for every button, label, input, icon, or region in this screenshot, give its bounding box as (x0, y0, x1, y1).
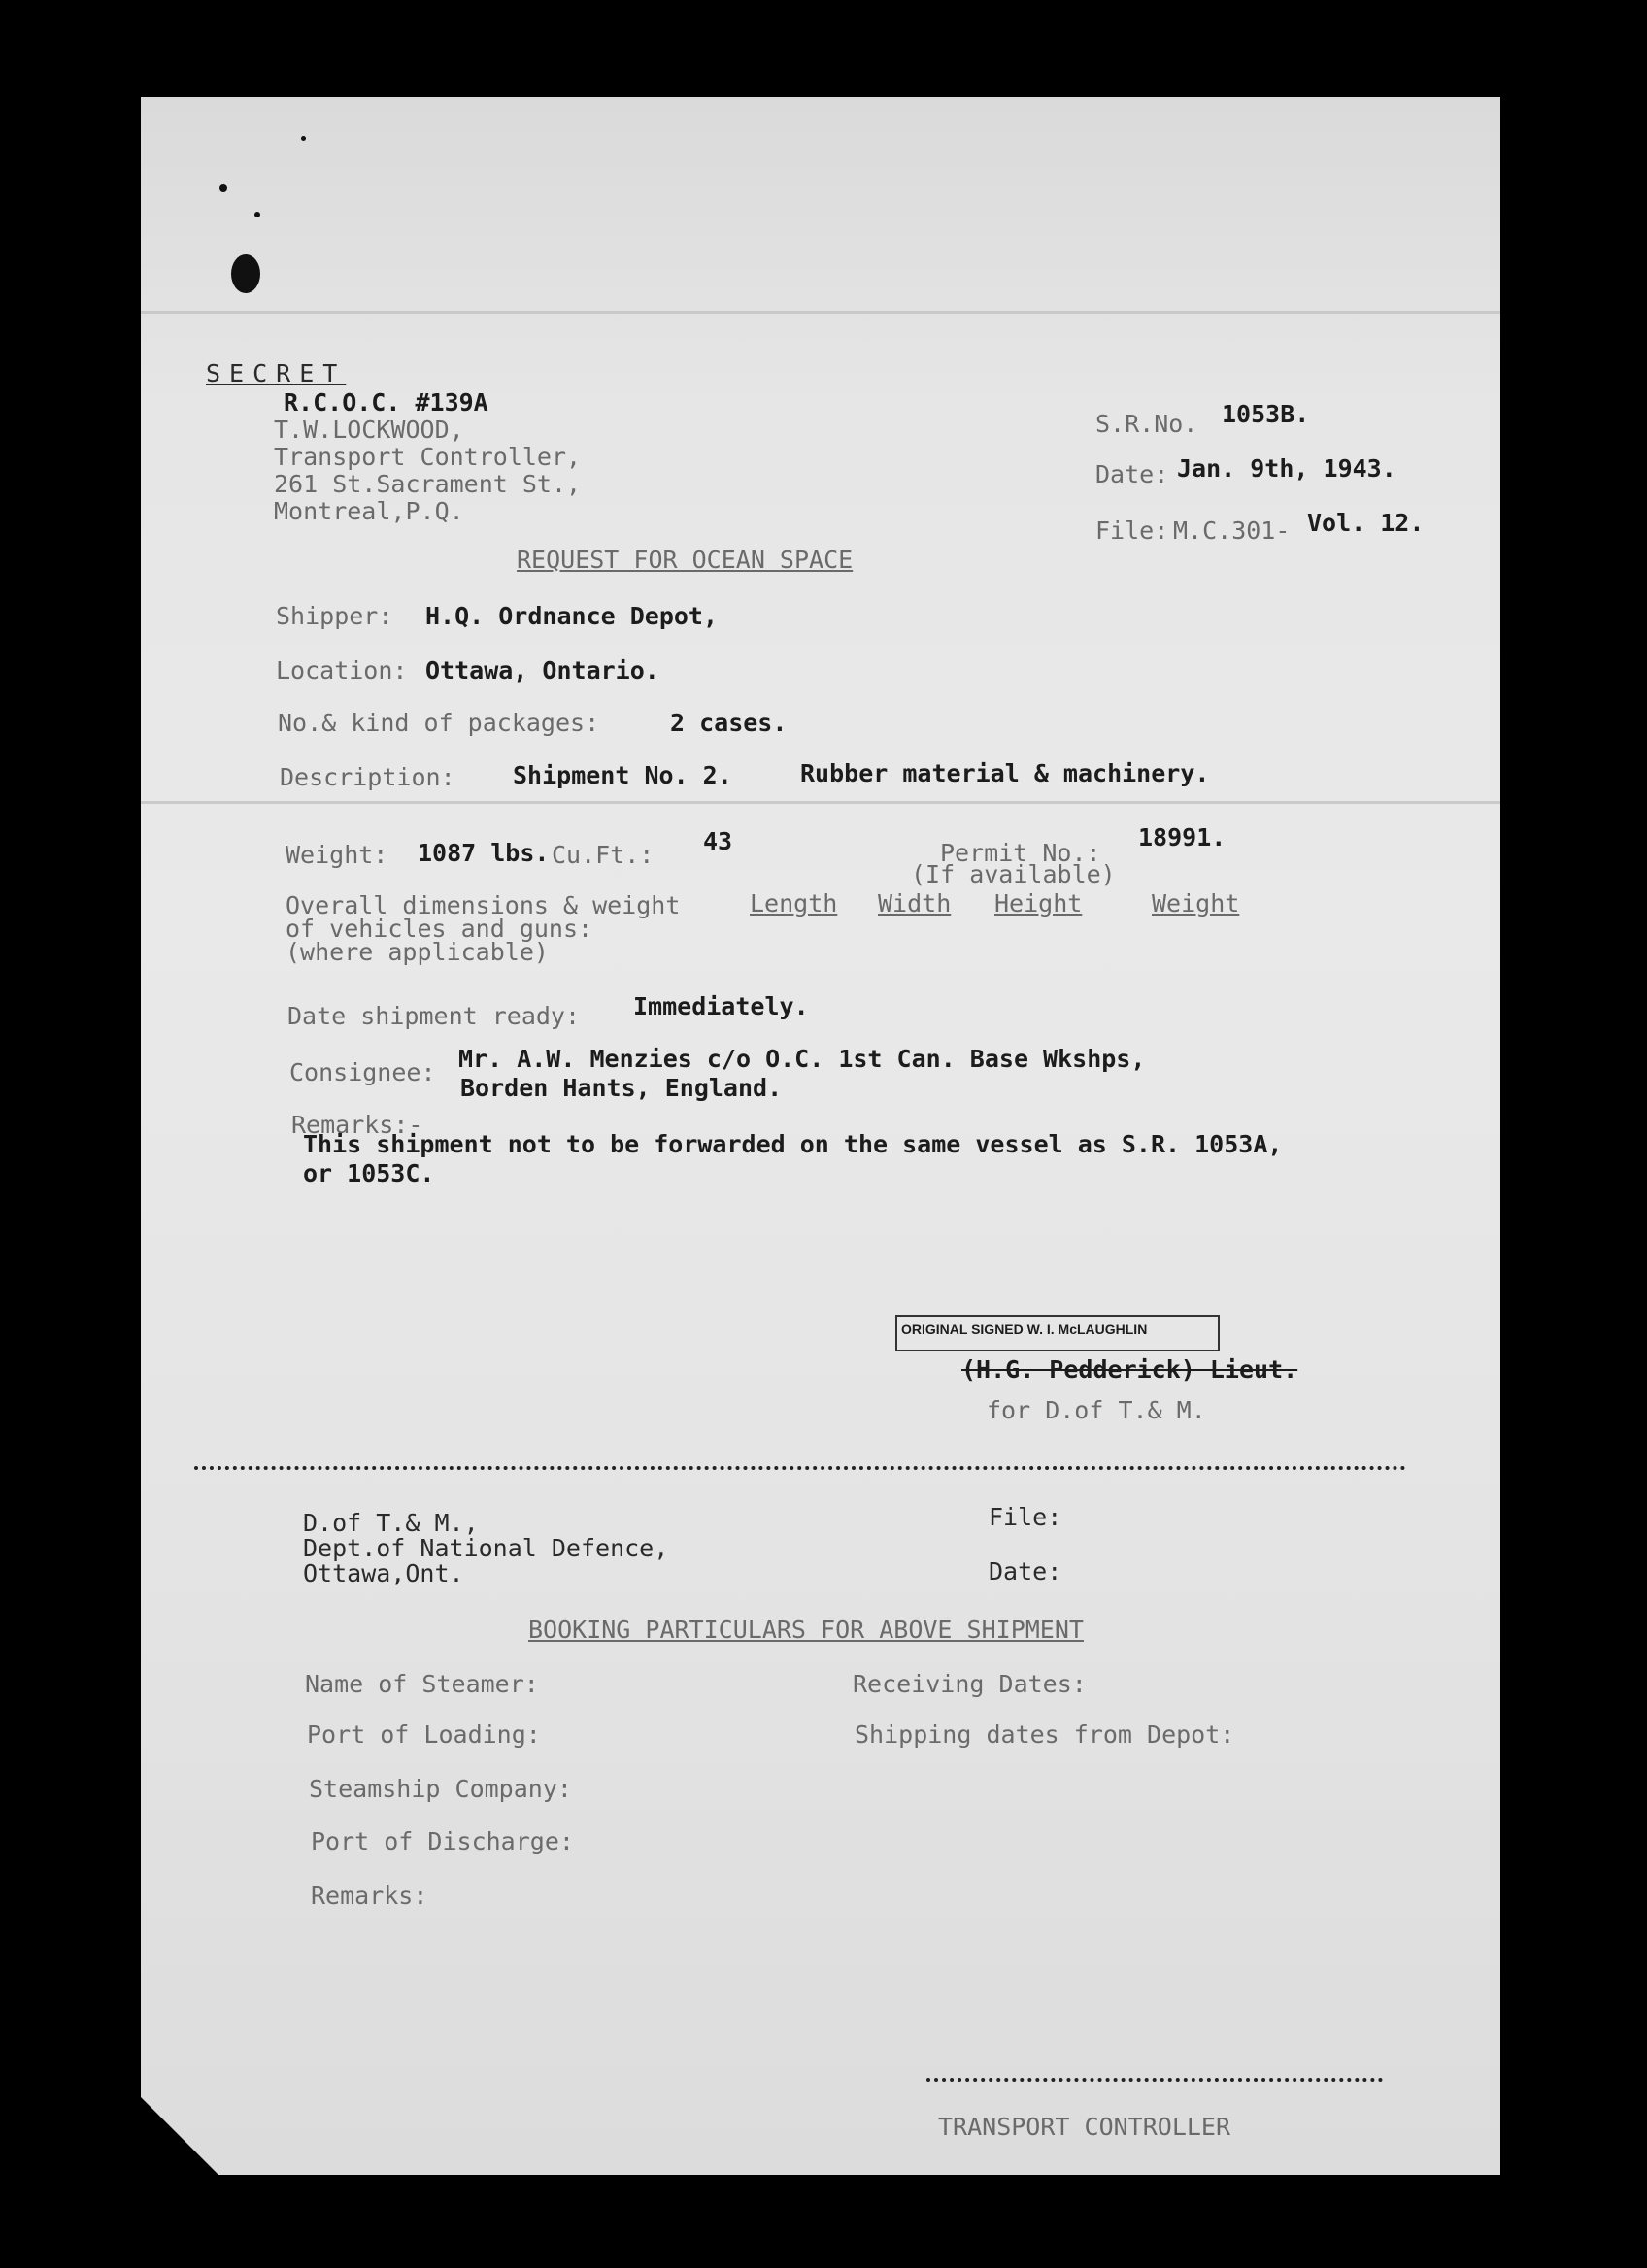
file-volume: Vol. 12. (1307, 509, 1425, 537)
remarks-line: This shipment not to be forwarded on the same vessel as S.R. 1053A, (303, 1130, 1283, 1158)
description-value: Shipment No. 2. (513, 761, 732, 789)
cuft-value: 43 (703, 827, 733, 855)
torn-corner (141, 2097, 218, 2175)
dims-header-length: Length (750, 889, 838, 917)
packages-value: 2 cases. (670, 709, 788, 737)
consignee-label: Consignee: (289, 1058, 436, 1086)
sender-line: Montreal,P.Q. (274, 497, 464, 525)
shipper-label: Shipper: (276, 602, 393, 630)
permit-note: (If available) (911, 860, 1116, 888)
consignee-line: Borden Hants, England. (460, 1074, 783, 1102)
booking-field: Port of Discharge: (311, 1827, 574, 1855)
location-label: Location: (276, 656, 408, 684)
booking-field: Steamship Company: (309, 1775, 572, 1803)
cuft-label: Cu.Ft.: (552, 841, 655, 869)
file-value: M.C.301- (1173, 517, 1291, 545)
booking-field: Receiving Dates: (853, 1670, 1087, 1698)
lower-file-label: File: (989, 1503, 1062, 1531)
sender-line: T.W.LOCKWOOD, (274, 416, 464, 444)
permit-label: Permit No.: (940, 839, 1101, 867)
date-value: Jan. 9th, 1943. (1177, 454, 1396, 483)
signatory-for: for D.of T.& M. (987, 1396, 1206, 1424)
form-title: REQUEST FOR OCEAN SPACE (517, 546, 854, 574)
dims-header-weight: Weight (1152, 889, 1240, 917)
ready-label: Date shipment ready: (287, 1002, 581, 1030)
sender-line: 261 St.Sacrament St., (274, 470, 582, 498)
controller-label: TRANSPORT CONTROLLER (938, 2113, 1231, 2141)
signatory-name: (H.G. Pedderick) Lieut. (961, 1355, 1298, 1384)
signature-stamp-text: ORIGINAL SIGNED W. I. McLAUGHLIN (901, 1321, 1148, 1337)
signature-dotted-line (926, 2078, 1383, 2082)
description-label: Description: (280, 763, 455, 791)
address-line: Dept.of National Defence, (303, 1534, 669, 1562)
weight-value: 1087 lbs. (418, 839, 550, 867)
packages-label: No.& kind of packages: (278, 709, 600, 737)
reference-number: R.C.O.C. #139A (284, 388, 488, 417)
address-line: Ottawa,Ont. (303, 1559, 464, 1587)
booking-title: BOOKING PARTICULARS FOR ABOVE SHIPMENT (528, 1616, 1084, 1644)
description-detail: Rubber material & machinery. (800, 759, 1210, 787)
sender-line: Transport Controller, (274, 443, 582, 471)
remarks-label: Remarks:- (291, 1111, 423, 1139)
booking-field: Name of Steamer: (305, 1670, 539, 1698)
address-line: D.of T.& M., (303, 1509, 479, 1537)
ink-spot (301, 136, 306, 141)
sr-value: 1053B. (1222, 400, 1310, 428)
dims-header-height: Height (994, 889, 1083, 917)
ready-value: Immediately. (633, 992, 809, 1020)
dims-label: of vehicles and guns: (286, 915, 593, 943)
booking-field: Port of Loading: (307, 1720, 541, 1749)
location-value: Ottawa, Ontario. (425, 656, 659, 684)
booking-field: Remarks: (311, 1882, 428, 1910)
shipper-value: H.Q. Ordnance Depot, (425, 602, 719, 630)
ink-spot (254, 212, 260, 217)
fold-line (141, 801, 1500, 804)
dims-header-width: Width (878, 889, 952, 917)
classification-mark: SECRET (206, 359, 347, 387)
date-label: Date: (1095, 460, 1169, 488)
consignee-line: Mr. A.W. Menzies c/o O.C. 1st Can. Base Wkshps, (458, 1045, 1146, 1073)
sr-label: S.R.No. (1095, 410, 1198, 438)
dims-label: Overall dimensions & weight (286, 891, 681, 919)
fold-line (141, 311, 1500, 314)
booking-field: Shipping dates from Depot: (855, 1720, 1235, 1749)
file-label: File: (1095, 517, 1169, 545)
weight-label: Weight: (286, 841, 388, 869)
punch-hole (231, 254, 260, 293)
permit-value: 18991. (1138, 823, 1227, 851)
signature-stamp (895, 1315, 1220, 1351)
separator-dotted-line (194, 1466, 1406, 1470)
remarks-line: or 1053C. (303, 1159, 435, 1187)
dims-label: (where applicable) (286, 938, 549, 966)
ink-spot (219, 184, 227, 192)
lower-date-label: Date: (989, 1557, 1062, 1585)
